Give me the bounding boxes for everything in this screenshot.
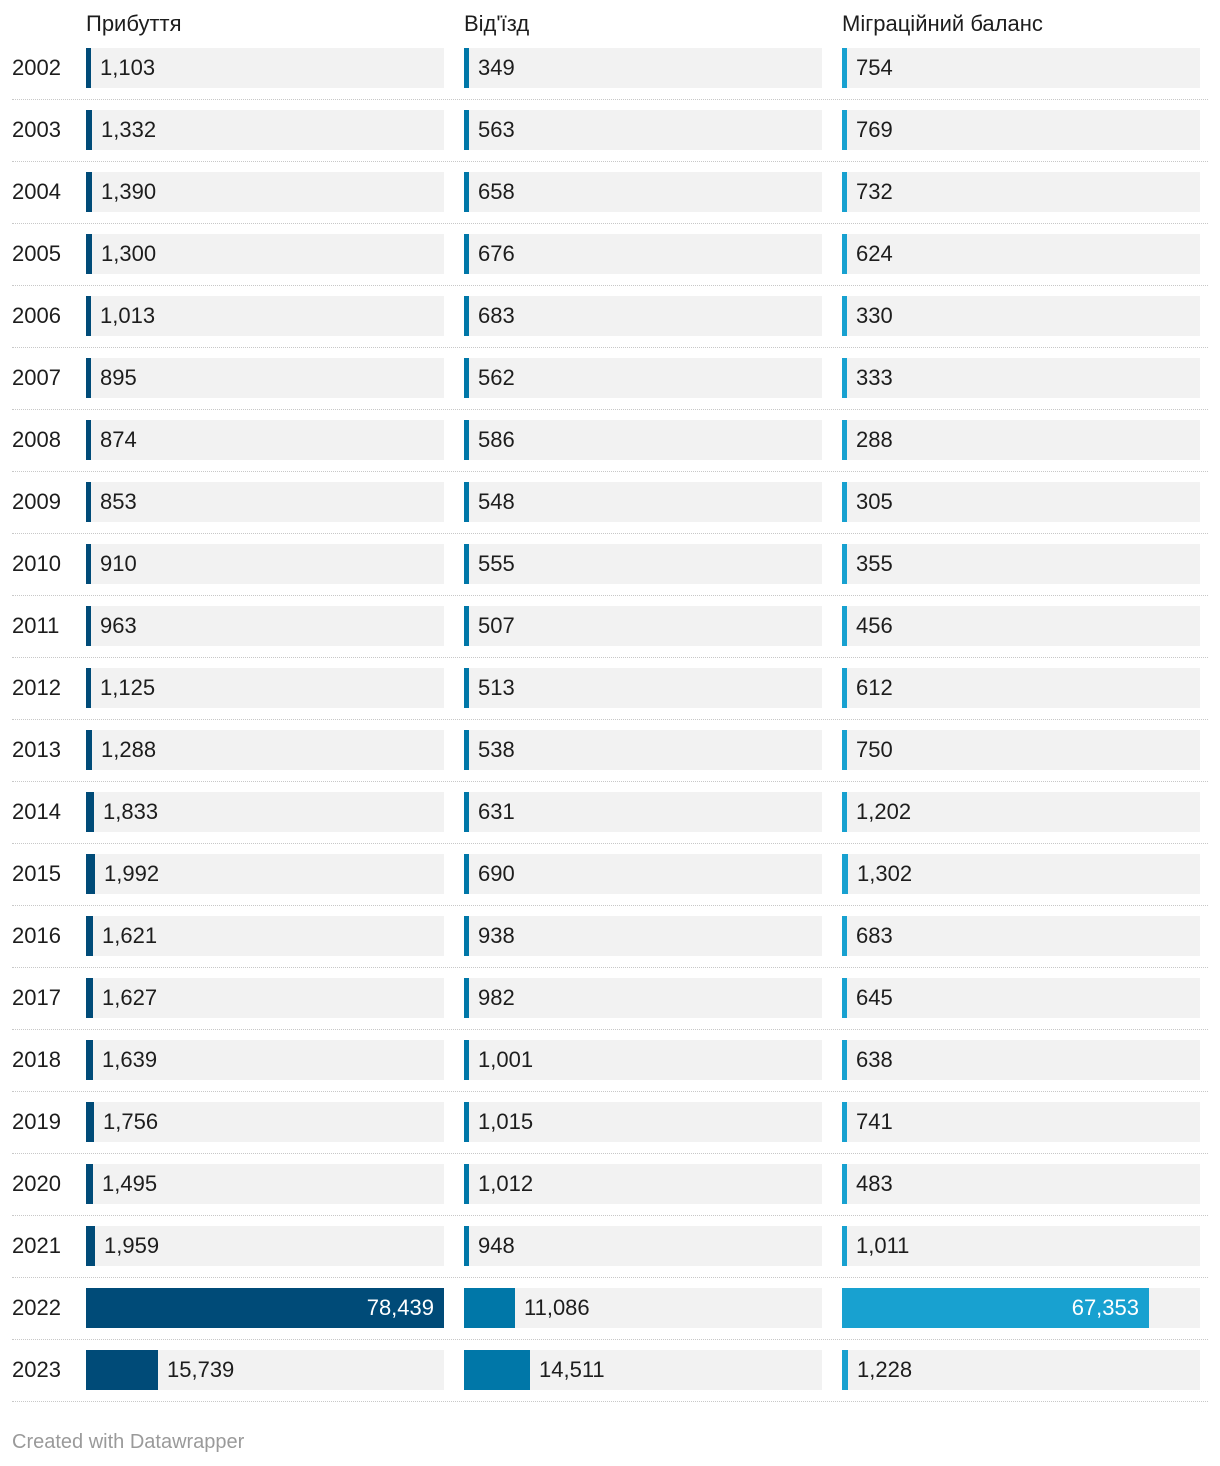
bar-cell-departures [464,482,822,522]
value-label-departures: 349 [478,55,515,80]
bar-cell-balance [842,48,1200,88]
bar-cell-departures [464,1226,822,1266]
bar-balance [842,978,847,1018]
value-label-arrivals: 78,439 [366,1295,434,1320]
bar-arrivals [86,606,91,646]
table-row [12,1102,1208,1142]
bar-balance [842,668,847,708]
bar-cell-arrivals [86,544,444,584]
bar-cell-balance [842,234,1200,274]
bar-departures [464,234,469,274]
bar-balance [842,854,848,894]
table-row [12,730,1208,770]
year-label: 2010 [12,551,61,576]
table-row [12,606,1208,646]
bar-arrivals [86,482,91,522]
bar-balance [842,1102,847,1142]
bar-balance [842,730,847,770]
value-label-departures: 563 [478,117,515,142]
bar-cell-arrivals [86,978,444,1018]
value-label-arrivals: 1,013 [100,303,156,328]
bar-balance [842,916,847,956]
table-row [12,1040,1208,1080]
bar-cell-balance [842,792,1200,832]
year-label: 2014 [12,799,61,824]
bar-departures [464,172,469,212]
bar-arrivals [86,1102,94,1142]
row-divider [12,223,1208,224]
year-label: 2019 [12,1109,61,1134]
value-label-departures: 11,086 [524,1295,590,1320]
bar-cell-arrivals [86,172,444,212]
value-label-departures: 938 [478,923,515,948]
year-label: 2022 [12,1295,61,1320]
bar-cell-departures [464,854,822,894]
bar-cell-departures [464,48,822,88]
bar-cell-balance [842,606,1200,646]
row-divider [12,471,1208,472]
value-label-balance: 355 [856,551,893,576]
bar-cell-balance [842,172,1200,212]
year-label: 2011 [12,613,60,638]
bar-cell-arrivals [86,110,444,150]
bar-cell-arrivals [86,668,444,708]
bar-departures [464,916,469,956]
row-divider [12,409,1208,410]
table-row [12,48,1208,88]
table-row [12,1288,1208,1328]
bar-cell-departures [464,234,822,274]
value-label-arrivals: 1,833 [103,799,159,824]
value-label-balance: 1,011 [856,1233,910,1258]
bar-departures [464,1102,469,1142]
bar-arrivals [86,1226,95,1266]
bar-cell-balance [842,1102,1200,1142]
year-label: 2017 [12,985,61,1010]
value-label-balance: 683 [856,923,893,948]
value-label-departures: 1,015 [478,1109,534,1134]
value-label-departures: 507 [478,613,515,638]
year-label: 2013 [12,737,61,762]
column-header-arrivals: Прибуття [86,11,182,36]
row-divider [12,347,1208,348]
bar-cell-departures [464,296,822,336]
value-label-departures: 513 [478,675,515,700]
value-label-arrivals: 1,756 [103,1109,159,1134]
value-label-departures: 948 [478,1233,515,1258]
value-label-departures: 14,511 [539,1357,605,1382]
bar-arrivals [86,854,95,894]
value-label-arrivals: 853 [100,489,137,514]
bar-departures [464,978,469,1018]
value-label-balance: 456 [856,613,893,638]
table-row [12,1226,1208,1266]
value-label-balance: 330 [856,303,893,328]
bar-departures [464,358,469,398]
year-label: 2005 [12,241,61,266]
bar-cell-balance [842,1164,1200,1204]
value-label-balance: 732 [856,179,893,204]
bar-cell-departures [464,172,822,212]
value-label-arrivals: 1,639 [102,1047,158,1072]
bar-cell-departures [464,1102,822,1142]
value-label-arrivals: 1,495 [102,1171,158,1196]
bar-cell-balance [842,978,1200,1018]
value-label-departures: 982 [478,985,515,1010]
bar-departures [464,110,469,150]
value-label-arrivals: 895 [100,365,137,390]
value-label-departures: 1,012 [478,1171,534,1196]
value-label-arrivals: 1,959 [104,1233,160,1258]
bar-arrivals [86,1350,158,1390]
value-label-balance: 624 [856,241,893,266]
value-label-arrivals: 1,103 [100,55,156,80]
bar-cell-arrivals [86,606,444,646]
bar-balance [842,792,847,832]
table-row [12,1164,1208,1204]
value-label-arrivals: 1,125 [100,675,156,700]
bar-cell-arrivals [86,358,444,398]
bar-cell-departures [464,916,822,956]
bar-balance [842,1164,847,1204]
bar-cell-balance [842,730,1200,770]
bar-cell-departures [464,110,822,150]
bar-cell-balance [842,854,1200,894]
value-label-balance: 333 [856,365,893,390]
table-row [12,234,1208,274]
table-row [12,358,1208,398]
bar-cell-balance [842,110,1200,150]
bar-cell-departures [464,668,822,708]
row-divider [12,781,1208,782]
value-label-departures: 676 [478,241,515,266]
bar-departures [464,792,469,832]
bar-cell-departures [464,606,822,646]
bar-arrivals [86,48,91,88]
bar-cell-arrivals [86,482,444,522]
bar-balance [842,110,847,150]
bar-cell-arrivals [86,48,444,88]
bar-balance [842,358,847,398]
value-label-balance: 1,228 [857,1357,913,1382]
bar-cell-arrivals [86,1226,444,1266]
bar-balance [842,544,847,584]
bar-cell-arrivals [86,296,444,336]
value-label-arrivals: 963 [100,613,137,638]
bar-cell-balance [842,544,1200,584]
bar-arrivals [86,296,91,336]
row-divider [12,595,1208,596]
value-label-arrivals: 1,390 [101,179,157,204]
value-label-balance: 483 [856,1171,893,1196]
value-label-balance: 638 [856,1047,893,1072]
year-label: 2007 [12,365,61,390]
year-label: 2018 [12,1047,61,1072]
value-label-balance: 645 [856,985,893,1010]
value-label-balance: 754 [856,55,893,80]
bar-cell-balance [842,1288,1200,1328]
row-divider [12,1277,1208,1278]
year-label: 2012 [12,675,61,700]
row-divider [12,843,1208,844]
row-divider [12,1091,1208,1092]
table-row [12,668,1208,708]
value-label-balance: 741 [856,1109,893,1134]
bar-cell-departures [464,978,822,1018]
row-divider [12,967,1208,968]
bar-cell-balance [842,916,1200,956]
value-label-arrivals: 874 [100,427,137,452]
bar-cell-departures [464,792,822,832]
table-row [12,544,1208,584]
bar-balance [842,172,847,212]
value-label-balance: 612 [856,675,893,700]
table-row [12,978,1208,1018]
bar-departures [464,544,469,584]
row-divider [12,1401,1208,1402]
row-divider [12,1215,1208,1216]
year-label: 2016 [12,923,61,948]
year-label: 2004 [12,179,61,204]
table-row [12,854,1208,894]
table-row [12,110,1208,150]
bar-arrivals [86,172,92,212]
bar-cell-arrivals [86,1350,444,1390]
bar-cell-arrivals [86,916,444,956]
row-divider [12,533,1208,534]
bar-departures [464,1164,469,1204]
bar-arrivals [86,110,92,150]
bar-cell-balance [842,358,1200,398]
value-label-balance: 769 [856,117,893,142]
bar-departures [464,668,469,708]
bar-departures [464,854,469,894]
bar-cell-departures [464,358,822,398]
bar-balance [842,296,847,336]
bar-arrivals [86,978,93,1018]
value-label-arrivals: 1,627 [102,985,158,1010]
value-label-arrivals: 1,621 [102,923,158,948]
bar-arrivals [86,1040,93,1080]
bar-cell-departures [464,1040,822,1080]
year-label: 2015 [12,861,61,886]
bar-cell-balance [842,668,1200,708]
bar-departures [464,296,469,336]
bar-cell-arrivals [86,420,444,460]
value-label-arrivals: 1,992 [104,861,160,886]
bar-cell-arrivals [86,854,444,894]
value-label-departures: 562 [478,365,515,390]
year-label: 2021 [12,1233,61,1258]
value-label-balance: 305 [856,489,893,514]
bar-arrivals [86,916,93,956]
bar-departures [464,482,469,522]
bar-departures [464,420,469,460]
bar-arrivals [86,792,94,832]
row-divider [12,161,1208,162]
row-divider [12,1339,1208,1340]
value-label-arrivals: 15,739 [167,1357,235,1382]
bar-arrivals [86,420,91,460]
bar-cell-balance [842,420,1200,460]
credit-text: Created with Datawrapper [12,1431,245,1453]
value-label-departures: 586 [478,427,515,452]
value-label-departures: 538 [478,737,515,762]
bar-cell-balance [842,296,1200,336]
bar-balance [842,482,847,522]
value-label-departures: 548 [478,489,515,514]
table-row [12,792,1208,832]
row-divider [12,719,1208,720]
table-row [12,916,1208,956]
row-divider [12,905,1208,906]
year-label: 2006 [12,303,61,328]
bar-balance [842,420,847,460]
value-label-arrivals: 1,332 [101,117,157,142]
column-header-balance: Міграційний баланс [842,11,1043,36]
bar-balance [842,606,847,646]
row-divider [12,99,1208,100]
year-label: 2003 [12,117,61,142]
table-row [12,296,1208,336]
bar-cell-arrivals [86,1040,444,1080]
bar-balance [842,1226,847,1266]
bar-cell-departures [464,1164,822,1204]
table-row [12,172,1208,212]
bar-departures [464,1288,515,1328]
bar-cell-arrivals [86,792,444,832]
value-label-arrivals: 910 [100,551,137,576]
bar-arrivals [86,544,91,584]
bar-cell-arrivals [86,1102,444,1142]
bar-cell-balance [842,1350,1200,1390]
bar-arrivals [86,358,91,398]
row-divider [12,285,1208,286]
value-label-balance: 1,302 [857,861,913,886]
year-label: 2002 [12,55,61,80]
value-label-departures: 690 [478,861,515,886]
row-divider [12,657,1208,658]
bar-arrivals [86,668,91,708]
bar-cell-balance [842,1226,1200,1266]
column-header-departures: Від'їзд [464,11,530,36]
bar-departures [464,1350,530,1390]
table-row [12,1350,1208,1390]
bar-cell-departures [464,730,822,770]
row-divider [12,1153,1208,1154]
bar-cell-arrivals [86,1288,444,1328]
value-label-arrivals: 1,300 [101,241,157,266]
bar-cell-departures [464,1350,822,1390]
value-label-balance: 1,202 [856,799,912,824]
year-label: 2009 [12,489,61,514]
bar-balance [842,1040,847,1080]
bar-cell-balance [842,482,1200,522]
bar-cell-departures [464,1288,822,1328]
value-label-departures: 683 [478,303,515,328]
value-label-departures: 555 [478,551,515,576]
value-label-balance: 288 [856,427,893,452]
value-label-arrivals: 1,288 [101,737,157,762]
bar-arrivals [86,234,92,274]
bar-balance [842,48,847,88]
value-label-balance: 67,353 [1071,1295,1139,1320]
year-label: 2023 [12,1357,61,1382]
bar-departures [464,730,469,770]
bar-arrivals [86,1164,93,1204]
year-label: 2020 [12,1171,61,1196]
row-divider [12,1029,1208,1030]
bar-cell-departures [464,420,822,460]
bar-departures [464,606,469,646]
value-label-balance: 750 [856,737,893,762]
bar-balance [842,1350,848,1390]
value-label-departures: 631 [478,799,515,824]
bar-departures [464,48,469,88]
bar-arrivals [86,730,92,770]
value-label-departures: 658 [478,179,515,204]
bar-departures [464,1040,469,1080]
bar-cell-arrivals [86,1164,444,1204]
year-label: 2008 [12,427,61,452]
bar-cell-departures [464,544,822,584]
bar-cell-arrivals [86,730,444,770]
bar-cell-balance [842,1040,1200,1080]
bar-balance [842,234,847,274]
table-row [12,482,1208,522]
value-label-departures: 1,001 [478,1047,534,1072]
bar-departures [464,1226,469,1266]
bar-cell-arrivals [86,234,444,274]
table-row [12,420,1208,460]
